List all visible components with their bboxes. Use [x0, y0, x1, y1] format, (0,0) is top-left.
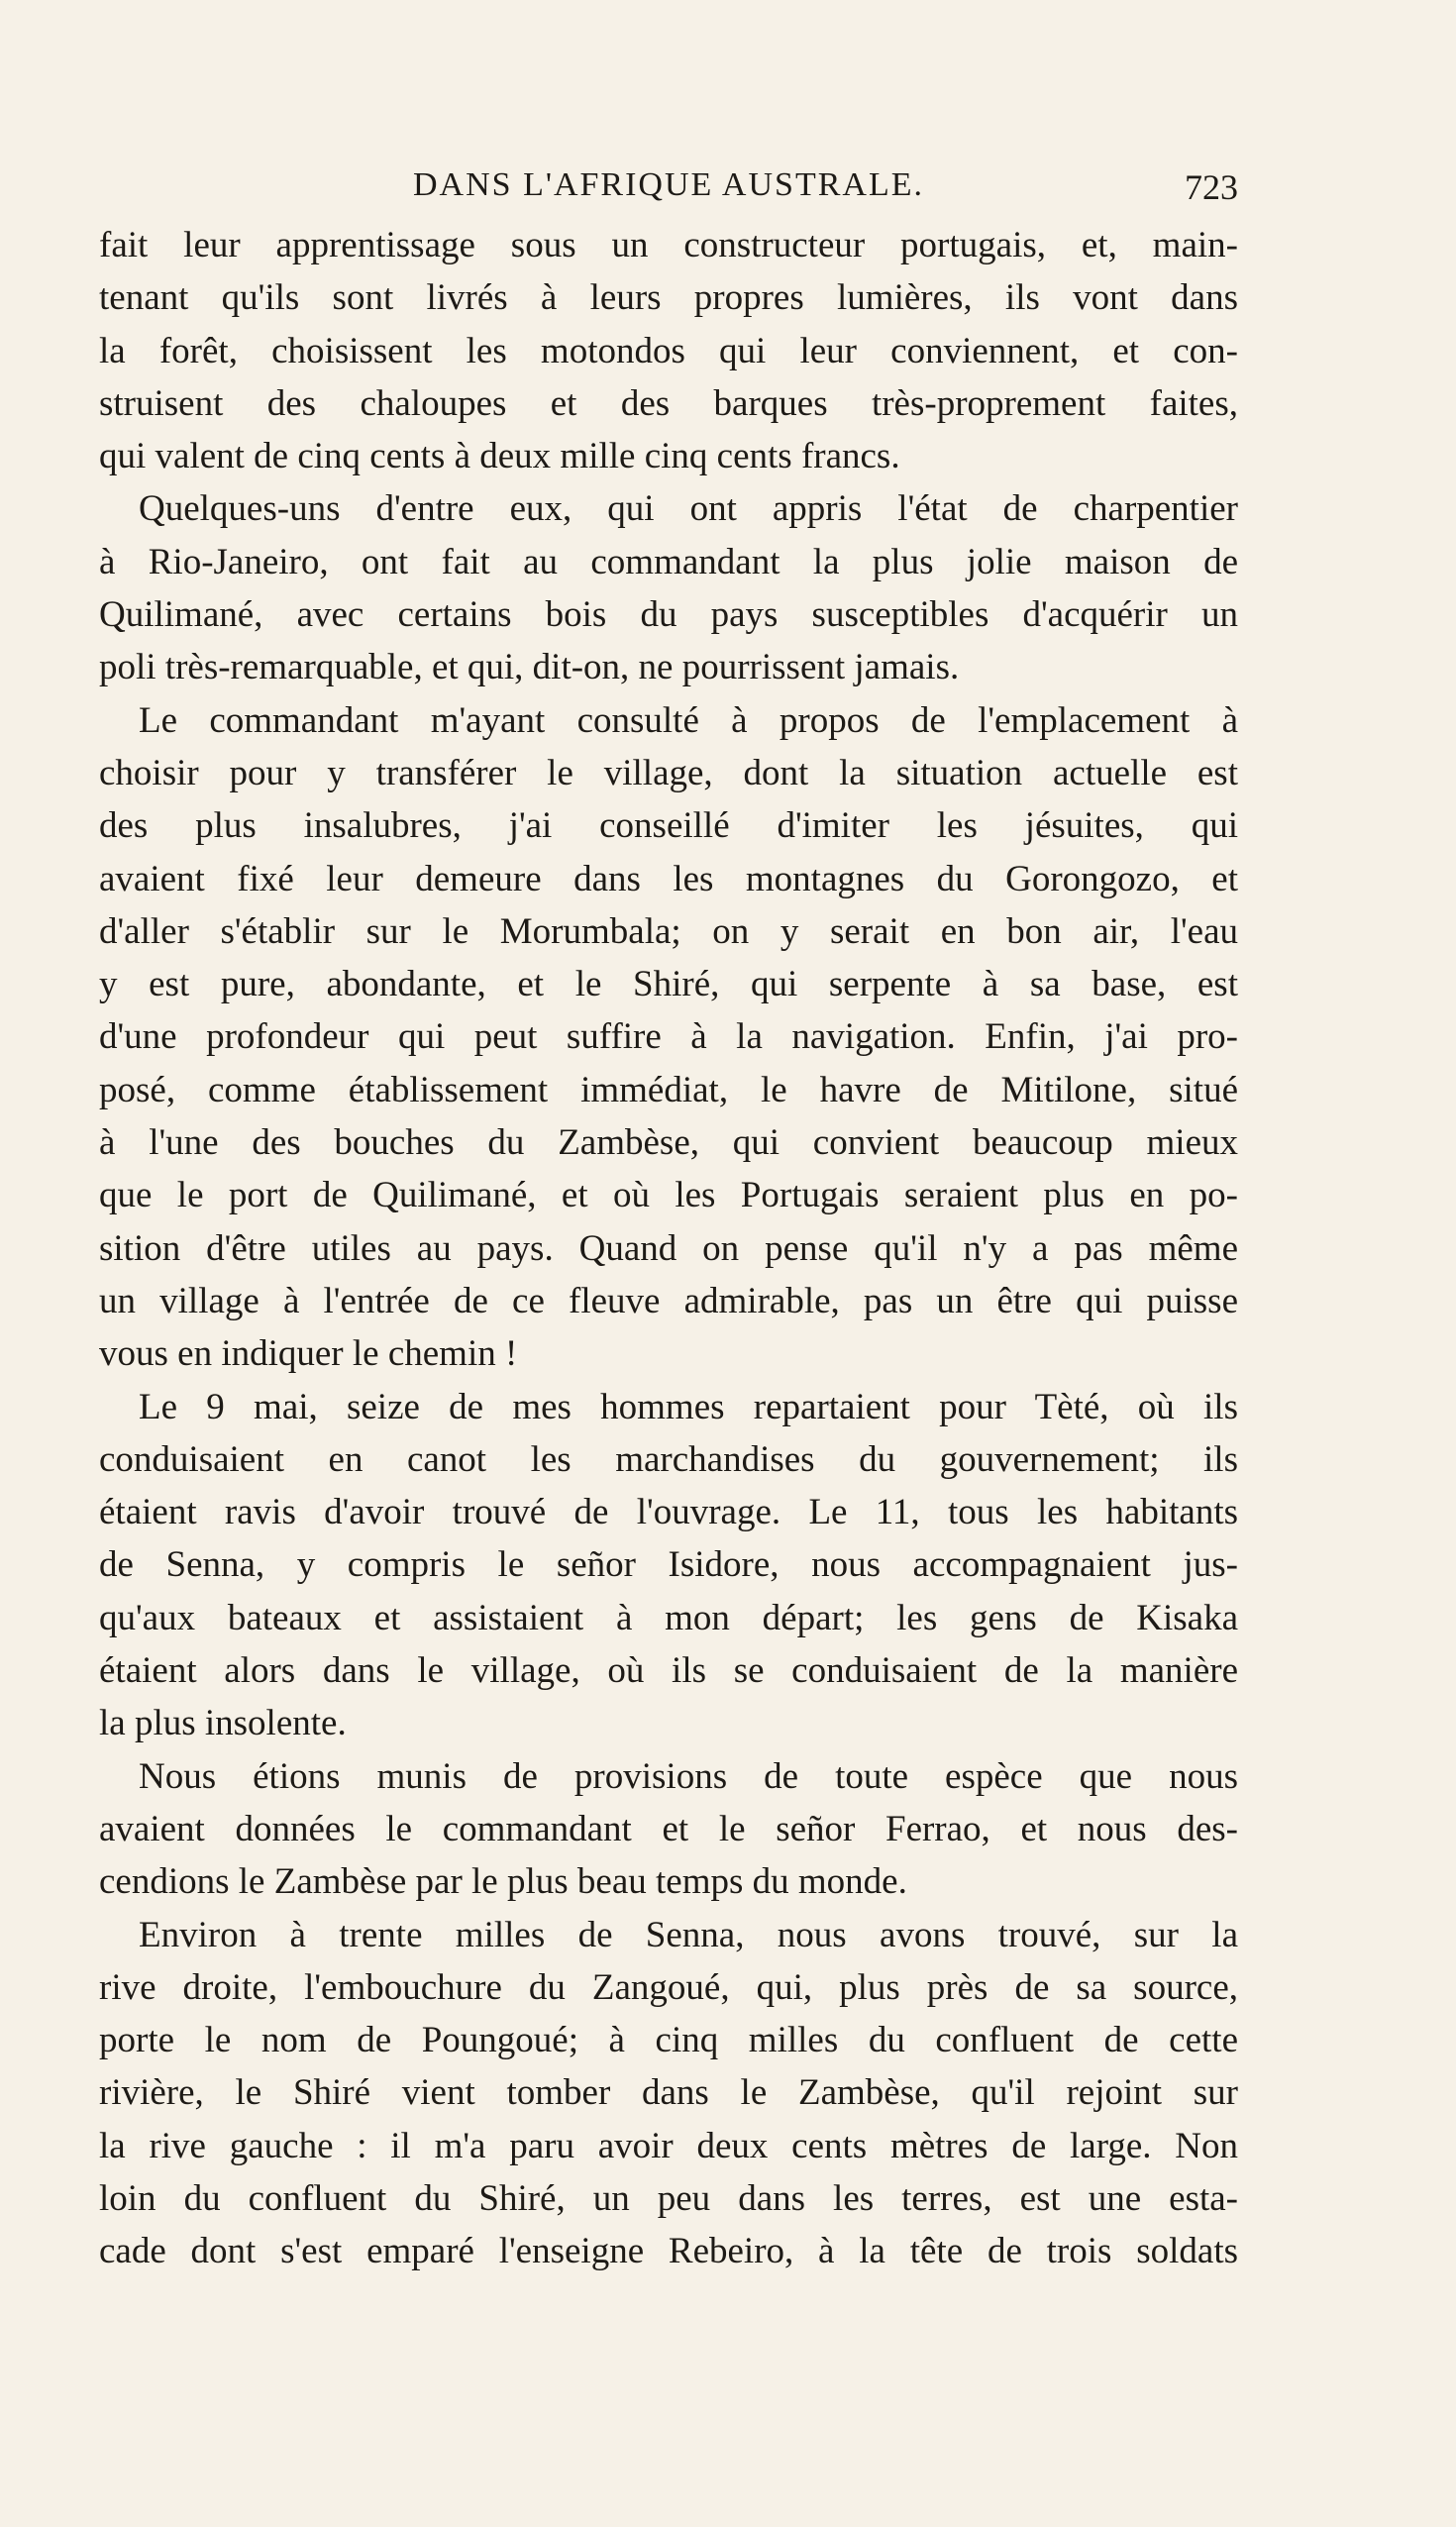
- text-line: des plus insalubres, j'ai conseillé d'imiter les jésuites, qui: [99, 805, 1238, 847]
- text-line: étaient alors dans le village, où ils se conduisaient de la manière: [99, 1650, 1238, 1692]
- text-line: poli très-remarquable, et qui, dit-on, ne pourrissent jamais.: [99, 647, 960, 688]
- text-line: à Rio-Janeiro, ont fait au commandant la plus jolie maison de: [99, 541, 1238, 582]
- text-line: Nous étions munis de provisions de toute espèce que nous: [139, 1755, 1238, 1797]
- text-line: choisir pour y transférer le village, dont la situation actuelle est: [99, 752, 1238, 793]
- text-line: Quilimané, avec certains bois du pays susceptibles d'acquérir un: [99, 594, 1238, 636]
- body-text: [99, 219, 1238, 2278]
- running-header: [99, 166, 1238, 214]
- text-line: avaient fixé leur demeure dans les montagnes du Gorongozo, et: [99, 858, 1238, 899]
- text-line: la forêt, choisissent les motondos qui leur conviennent, et con-: [99, 330, 1238, 371]
- text-line: rive droite, l'embouchure du Zangoué, qui, plus près de sa source,: [99, 1966, 1238, 2008]
- text-line: étaient ravis d'avoir trouvé de l'ouvrage. Le 11, tous les habitants: [99, 1492, 1238, 1533]
- text-line: cade dont s'est emparé l'enseigne Rebeiro, à la tête de trois soldats: [99, 2231, 1238, 2272]
- text-line: Quelques-uns d'entre eux, qui ont appris l'état de charpentier: [139, 488, 1238, 530]
- text-line: à l'une des bouches du Zambèse, qui convient beaucoup mieux: [99, 1122, 1238, 1164]
- text-line: tenant qu'ils sont livrés à leurs propres lumières, ils vont dans: [99, 277, 1238, 319]
- text-line: cendions le Zambèse par le plus beau temps du monde.: [99, 1861, 907, 1903]
- text-line: y est pure, abondante, et le Shiré, qui serpente à sa base, est: [99, 964, 1238, 1005]
- text-line: d'aller s'établir sur le Morumbala; on y serait en bon air, l'eau: [99, 910, 1238, 952]
- text-line: la rive gauche : il m'a paru avoir deux cents mètres de large. Non: [99, 2125, 1238, 2166]
- text-line: Le 9 mai, seize de mes hommes repartaient pour Tèté, où ils: [139, 1386, 1238, 1427]
- text-line: qui valent de cinq cents à deux mille cinq cents francs.: [99, 436, 900, 477]
- text-line: porte le nom de Poungoué; à cinq milles du confluent de cette: [99, 2020, 1238, 2061]
- text-line: conduisaient en canot les marchandises du gouvernement; ils: [99, 1438, 1238, 1480]
- text-line: sition d'être utiles au pays. Quand on pense qu'il n'y a pas même: [99, 1227, 1238, 1269]
- text-line: Le commandant m'ayant consulté à propos de l'emplacement à: [139, 699, 1238, 741]
- text-line: un village à l'entrée de ce fleuve admirable, pas un être qui puisse: [99, 1280, 1238, 1321]
- text-line: fait leur apprentissage sous un constructeur portugais, et, main-: [99, 225, 1238, 265]
- text-line: avaient données le commandant et le señor Ferrao, et nous des-: [99, 1808, 1238, 1849]
- text-line: que le port de Quilimané, et où les Portugais seraient plus en po-: [99, 1175, 1238, 1216]
- text-line: loin du confluent du Shiré, un peu dans les terres, est une esta-: [99, 2177, 1238, 2219]
- text-line: vous en indiquer le chemin !: [99, 1333, 518, 1375]
- text-line: posé, comme établissement immédiat, le havre de Mitilone, situé: [99, 1069, 1238, 1110]
- text-line: la plus insolente.: [99, 1703, 347, 1744]
- page-number: 723: [1185, 167, 1238, 207]
- text-line: de Senna, y compris le señor Isidore, nous accompagnaient jus-: [99, 1544, 1238, 1586]
- running-title: DANS L'AFRIQUE AUSTRALE.: [413, 166, 924, 203]
- text-line: Environ à trente milles de Senna, nous avons trouvé, sur la: [139, 1914, 1238, 1955]
- text-line: rivière, le Shiré vient tomber dans le Zambèse, qu'il rejoint sur: [99, 2072, 1238, 2114]
- text-line: qu'aux bateaux et assistaient à mon départ; les gens de Kisaka: [99, 1597, 1238, 1638]
- text-line: d'une profondeur qui peut suffire à la navigation. Enfin, j'ai pro-: [99, 1016, 1238, 1058]
- text-line: struisent des chaloupes et des barques très-proprement faites,: [99, 382, 1238, 424]
